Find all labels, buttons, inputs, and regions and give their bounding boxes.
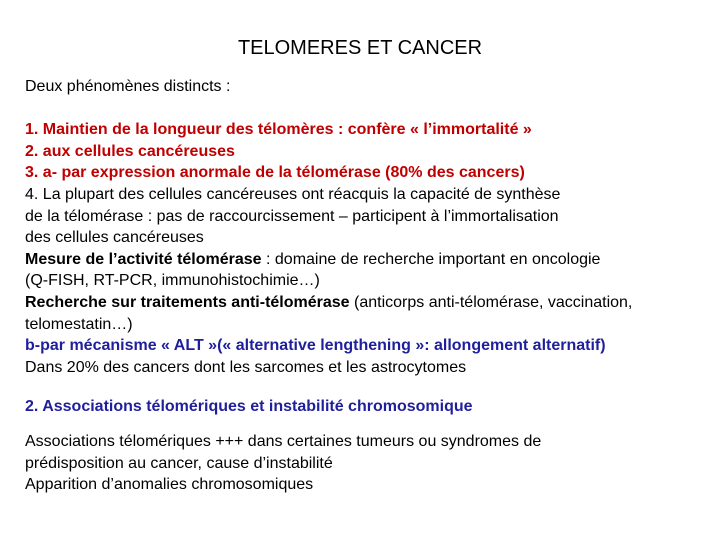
mesure-rest-text: : domaine de recherche important en oncologie <box>261 250 601 268</box>
recherche-rest-text: (anticorps anti-télomérase, vaccination, <box>349 293 633 311</box>
associations-line-2: prédisposition au cancer, cause d’instabilité <box>25 454 333 472</box>
mesure-bold-text: Mesure de l’activité télomérase <box>25 250 262 268</box>
mesure-continuation: (Q-FISH, RT-PCR, immunohistochimie…) <box>25 272 320 290</box>
alt-description: Dans 20% des cancers dont les sarcomes et les astrocytomes <box>25 358 467 376</box>
spacer <box>25 98 715 120</box>
intro-text: Deux phénomènes distincts : <box>25 78 231 95</box>
recherche-continuation: telomestatin…) <box>25 315 133 333</box>
spacer <box>25 378 715 396</box>
alt-mechanism-line: b-par mécanisme « ALT »(« alternative lengthening »: allongement alternatif) <box>25 337 606 355</box>
recherche-paragraph <box>25 292 715 314</box>
list-item-4: 4. La plupart des cellules cancéreuses ont réacquis la capacité de synthèse <box>25 185 561 203</box>
list-item-3: 3. a- par expression anormale de la télomérase (80% des cancers) <box>25 164 525 182</box>
slide-body <box>25 76 715 496</box>
list-item-1: 1. Maintien de la longueur des télomères : confère « l’immortalité » <box>25 121 532 139</box>
associations-line-1: Associations télomériques +++ dans certaines tumeurs ou syndromes de <box>25 432 542 450</box>
slide-title: TELOMERES ET CANCER <box>237 37 483 59</box>
associations-line-3: Apparition d’anomalies chromosomiques <box>25 476 314 494</box>
section-2-title: 2. Associations télomériques et instabilité chromosomique <box>25 398 473 416</box>
list-item-4-continuation-2: des cellules cancéreuses <box>25 229 204 247</box>
mesure-paragraph <box>25 249 715 271</box>
list-item-2: 2. aux cellules cancéreuses <box>25 142 235 160</box>
spacer <box>25 418 715 431</box>
list-item-4-continuation-1: de la télomérase : pas de raccourcissement – participent à l’immortalisation <box>25 207 559 225</box>
recherche-bold-text: Recherche sur traitements anti-télomérase <box>25 293 350 311</box>
